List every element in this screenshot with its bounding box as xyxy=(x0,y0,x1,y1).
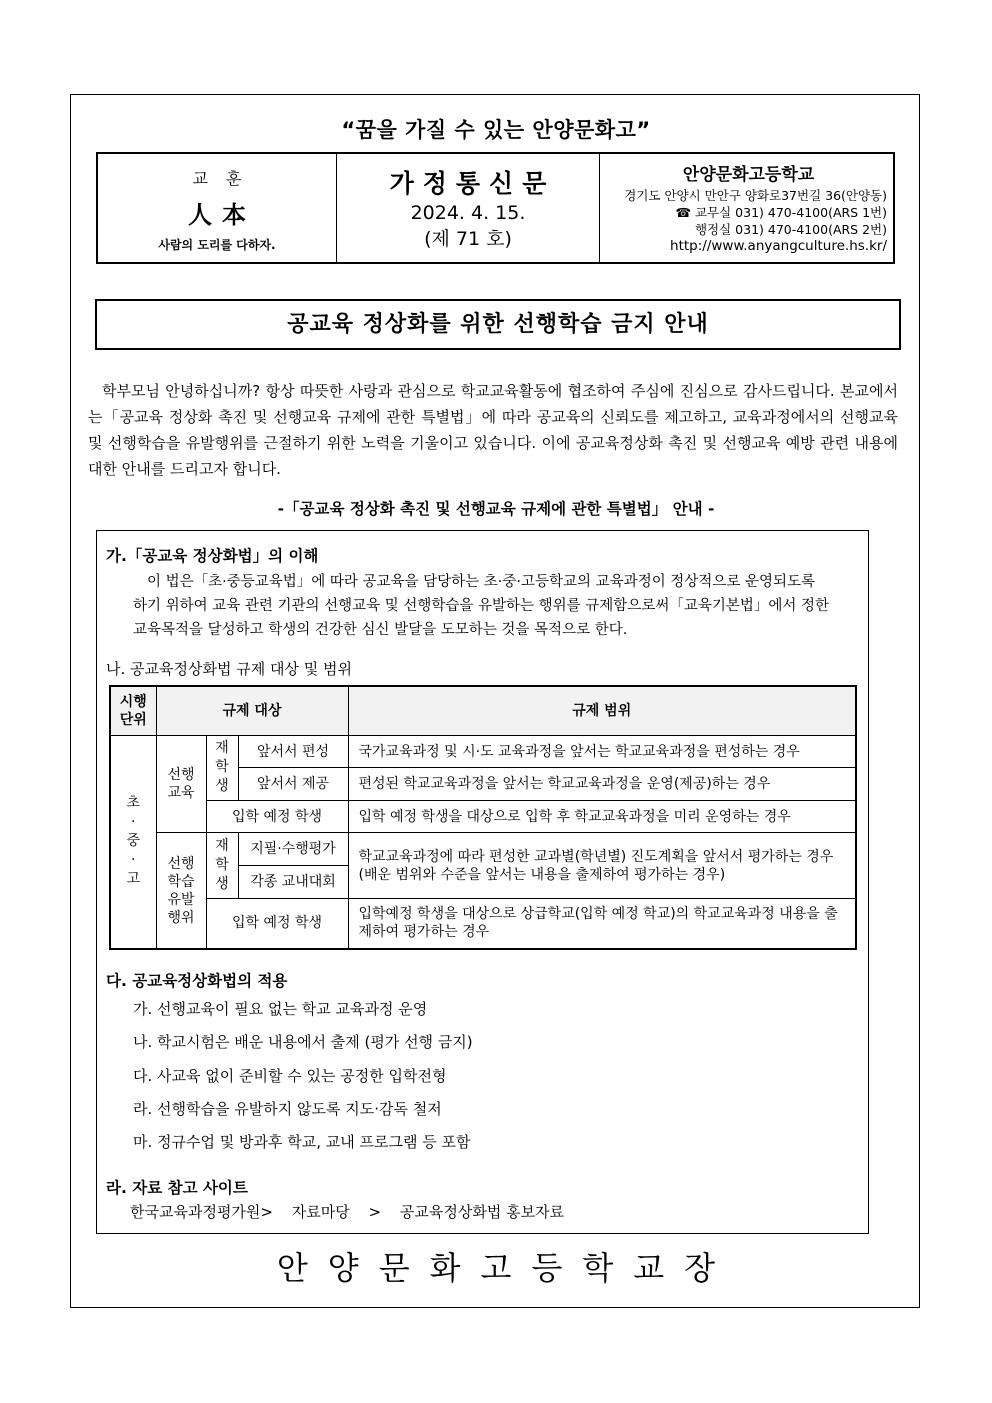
phone-admin: 행정실 031) 470-4100(ARS 2번) xyxy=(694,222,887,237)
application-item: 라. 선행학습을 유발하지 않도록 지도·감독 철저 xyxy=(133,1100,442,1118)
table-row xyxy=(110,800,856,833)
scope-cell: 국가교육과정 및 시·도 교육과정을 앞서는 학교교육과정을 편성하는 경우 xyxy=(348,735,856,768)
motto-subtitle: 사람의 도리를 다하자. xyxy=(158,238,276,252)
section-ra-title: 라. 자료 참고 사이트 xyxy=(106,1179,248,1197)
newsletter-cell xyxy=(337,154,600,262)
ref-page[interactable]: 공교육정상화법 홍보자료 xyxy=(399,1203,565,1221)
section-da-title: 다. 공교육정상화법의 적용 xyxy=(106,972,288,990)
header-scope: 규제 범위 xyxy=(348,686,856,735)
target-cell: 지필·수행평가 xyxy=(238,833,348,866)
target-cell: 입학 예정 학생 xyxy=(206,898,348,949)
reference-path xyxy=(130,1201,578,1222)
group-inducing-behavior: 선행 학습 유발 행위 xyxy=(156,833,206,949)
target-cell: 입학 예정 학생 xyxy=(206,800,348,833)
principal-signature: 안양문화고등학교장 xyxy=(276,1249,736,1287)
application-item: 나. 학교시험은 배운 내용에서 출제 (평가 선행 금지) xyxy=(133,1033,473,1051)
scope-cell: 입학 예정 학생을 대상으로 입학 후 학교교육과정을 미리 운영하는 경우 xyxy=(348,800,856,833)
scope-cell: 학교교육과정에 따라 편성한 교과별(학년별) 진도계획을 앞서서 평가하는 경우(배운 범위와 수준을 앞서는 내용을 출제하여 평가하는 경우) xyxy=(348,833,856,898)
intro-paragraph xyxy=(88,378,898,482)
enrolled-students-2: 재 학 생 xyxy=(206,833,238,898)
issue-date: 2024. 4. 15. xyxy=(410,202,526,224)
motto: 人本 xyxy=(188,200,256,229)
group-prior-education: 선행 교육 xyxy=(156,735,206,833)
newsletter-title: 가정통신문 xyxy=(389,169,556,198)
section-ga-paragraph: 이 법은「초·중등교육법」에 따라 공교육을 담당하는 초·중·고등학교의 교육과정이 정상적으로 운영되도록 하기 위하여 교육 관련 기관의 선행교육 및 선행학습을 유발하는 행위를 규제함으로써「교육기본법」에서 정한 교육목적을 달성하고 학생의 건강한 심신 발달을 도모하는 것을 목적으로 한다. xyxy=(133,574,830,638)
motto-cell xyxy=(98,154,337,262)
phone-office: ☎ 교무실 031) 470-4100(ARS 1번) xyxy=(675,205,887,220)
target-cell: 앞서서 제공 xyxy=(238,768,348,801)
ref-site[interactable]: 한국교육과정평가원> xyxy=(130,1203,273,1221)
table-row xyxy=(110,735,856,768)
regulation-table xyxy=(109,685,857,950)
main-title: 공교육 정상화를 위한 선행학습 금지 안내 xyxy=(95,299,901,350)
section-ga-text xyxy=(133,570,833,642)
target-cell: 앞서서 편성 xyxy=(238,735,348,768)
unit-cell: 초 · 중 · 고 xyxy=(110,735,156,949)
scope-cell: 편성된 학교교육과정을 앞서는 학교교육과정을 운영(제공)하는 경우 xyxy=(348,768,856,801)
ref-separator: > xyxy=(368,1203,382,1221)
motto-label: 교훈 xyxy=(192,169,260,188)
scope-cell: 입학예정 학생을 대상으로 상급학교(입학 예정 학교)의 학교교육과정 내용을 출제하여 평가하는 경우 xyxy=(348,898,856,949)
school-address: 경기도 안양시 만안구 양화로37번길 36(안양동) xyxy=(624,188,887,203)
header-target: 규제 대상 xyxy=(156,686,348,735)
table-row xyxy=(110,898,856,949)
table-header-row xyxy=(110,686,856,735)
application-item: 가. 선행교육이 필요 없는 학교 교육과정 운영 xyxy=(133,1000,428,1018)
application-item: 다. 사교육 없이 준비할 수 있는 공정한 입학전형 xyxy=(133,1067,447,1085)
ref-menu[interactable]: 자료마당 xyxy=(291,1203,350,1221)
school-info-cell xyxy=(600,154,893,262)
enrolled-students-1: 재 학 생 xyxy=(206,735,238,800)
section-na-title: 나. 공교육정상화법 규제 대상 및 범위 xyxy=(106,660,352,678)
application-item: 마. 정규수업 및 방과후 학교, 교내 프로그램 등 포함 xyxy=(133,1133,471,1151)
intro-text: 학부모님 안녕하십니까? 항상 따뜻한 사랑과 관심으로 학교교육활동에 협조하여 주심에 진심으로 감사드립니다. 본교에서는「공교육 정상화 촉진 및 선행교육 규제에 관한 특별법」에 따라 공교육의 신뢰도를 제고하고, 교육과정에서의 선행교육 및 선행학습을 유발행위를 근절하기 위한 노력을 기울이고 있습니다. 이에 공교육정상화 촉진 및 선행교육 예방 관련 내용에 대한 안내를 드리고자 합니다. xyxy=(88,382,898,478)
header-unit: 시행 단위 xyxy=(110,686,156,735)
letter-header xyxy=(96,152,895,264)
table-row xyxy=(110,833,856,866)
target-cell: 각종 교내대회 xyxy=(238,866,348,899)
issue-number: (제 71 호) xyxy=(424,228,512,250)
law-heading: -「공교육 정상화 촉진 및 선행교육 규제에 관한 특별법」 안내 - xyxy=(277,500,715,518)
school-slogan: “꿈을 가질 수 있는 안양문화고” xyxy=(341,118,651,142)
section-ga-title: 가.「공교육 정상화법」의 이해 xyxy=(106,547,319,565)
school-name: 안양문화고등학교 xyxy=(682,165,815,185)
school-website[interactable]: http://www.anyangculture.hs.kr/ xyxy=(670,238,887,254)
